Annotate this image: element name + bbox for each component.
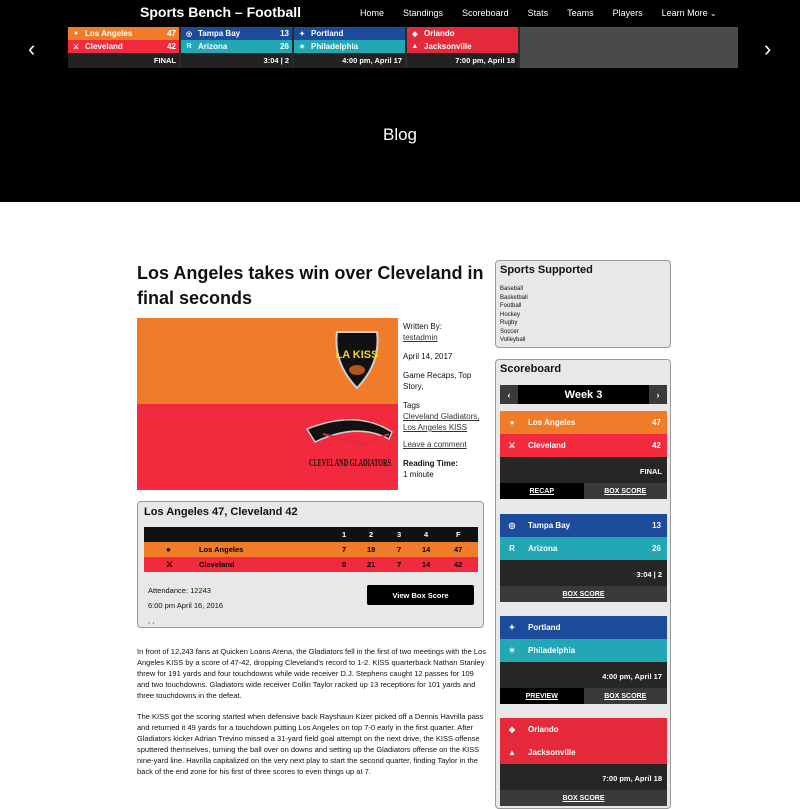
scoreboard-home-team: Arizona	[528, 544, 558, 553]
scoreboard-game	[500, 718, 667, 806]
scoreboard-status: 4:00 pm, April 17	[602, 672, 662, 681]
la-kiss-logo-icon: ●	[73, 30, 79, 37]
week-next-icon[interactable]: ›	[649, 385, 667, 404]
linescore-cell: 0	[342, 560, 347, 569]
linescore-cell: 19	[367, 545, 376, 554]
ticker-away-team: Portland	[311, 29, 344, 38]
scoreboard-home-score: 42	[652, 441, 661, 450]
sport-item[interactable]: Volleyball	[500, 337, 526, 343]
ticker-game[interactable]	[407, 27, 518, 68]
la-kiss-logo-icon: ●	[166, 545, 171, 554]
linescore-cell: 14	[422, 545, 431, 554]
predators-logo-icon: ◆	[412, 30, 418, 38]
ticker-home-team: Philadelphia	[311, 42, 359, 51]
ticker-away-team: Orlando	[424, 29, 455, 38]
ticker-prev-arrow-icon[interactable]: ‹	[28, 36, 36, 61]
linescore-header	[144, 527, 478, 542]
article-body	[137, 646, 487, 787]
ticker-status: 4:00 pm, April 17	[294, 53, 405, 68]
gladiators-logo-icon: ⚔	[166, 560, 174, 569]
scoreboard-status: FINAL	[639, 467, 662, 476]
box-score-button[interactable]: BOX SCORE	[500, 586, 667, 602]
linescore-cell: 7	[397, 545, 402, 554]
sports-supported-widget	[495, 260, 671, 348]
scoreboard-home-team: Philadelphia	[528, 646, 576, 655]
article-paragraph: The KISS got the scoring started when defensive back Rayshaun Kizer picked off a Dennis Havrilla pass and returned it 49 yards for a touchdown putting Los Angeles on top 7-0 early in the first quarter. After Gladiators kicker Adrian Trevino missed a 31-yard field goal attempt on the next drive, the KISS offense sputtered themselves, turning the ball over on downs and setting up the Gladiators offense on the KISS nine-yard line. Havrilla capitalized on the very next play to start the second quarter, finding Taylor in the back of the end zone for his first of three scores to even things up at 7.	[137, 712, 484, 776]
game-extra: , ,	[148, 616, 155, 625]
linescore-row	[144, 542, 478, 557]
la-kiss-logo-icon: ●	[509, 418, 515, 427]
site-header	[0, 0, 800, 202]
ticker-empty-slot	[520, 27, 738, 68]
scoreboard-game	[500, 616, 667, 704]
linescore-header-cell: 1	[342, 530, 347, 539]
nav-stats[interactable]: Stats	[527, 8, 549, 18]
storm-logo-icon: ◎	[508, 521, 516, 530]
ticker-home-score: 42	[167, 42, 176, 51]
la-kiss-logo-icon	[137, 318, 398, 404]
linescore-team: Los Angeles	[199, 545, 244, 554]
article-paragraph: In front of 12,243 fans at Quicken Loans Arena, the Gladiators fell in the first of two meetings with the Los Angeles KISS by a score of 47-42, dropping Cleveland's record to 1-2. KISS quarterback Nathan Stanley threw for 191 yards and four touchdowns while wide receiver D.J. Stephens caught 12 passes for 109 and two touchdowns. Gladiators wide receiver Collin Taylor racked up 13 receptions for 101 yards and three touchdowns in the defeat.	[137, 647, 486, 700]
linescore-cell: 7	[397, 560, 402, 569]
box-score-button[interactable]: BOX SCORE	[584, 688, 668, 704]
ticker-game[interactable]	[68, 27, 179, 68]
scoreboard-away-score: 13	[652, 521, 661, 530]
box-score-title: Los Angeles 47, Cleveland 42	[144, 506, 298, 518]
ticker-status: FINAL	[68, 53, 179, 68]
article-date: April 14, 2017	[403, 352, 453, 361]
ticker-home-team: Cleveland	[85, 42, 123, 51]
ticker-game[interactable]	[294, 27, 405, 68]
written-by-label: Written By:	[403, 322, 442, 331]
nav-home[interactable]: Home	[360, 8, 385, 18]
sport-item[interactable]: Rugby	[500, 320, 518, 326]
sport-item[interactable]: Basketball	[500, 294, 528, 301]
ticker-home-score: 26	[280, 42, 289, 51]
scoreboard-away-team: Los Angeles	[528, 418, 576, 427]
nav-scoreboard[interactable]: Scoreboard	[462, 8, 509, 18]
widget-title: Scoreboard	[500, 363, 562, 375]
sport-item[interactable]: Hockey	[500, 311, 521, 318]
tag-link[interactable]: Los Angeles KISS	[403, 423, 468, 432]
nav-teams[interactable]: Teams	[567, 8, 594, 18]
scoreboard-home-team: Jacksonville	[528, 748, 576, 757]
article-meta	[403, 321, 488, 480]
box-score-button[interactable]: BOX SCORE	[500, 790, 667, 806]
sport-item[interactable]: Soccer	[500, 328, 519, 335]
game-datetime: 6:00 pm April 16, 2016	[148, 601, 224, 610]
tags-label: Tags	[403, 401, 420, 410]
nav-learn-more[interactable]: Learn More ⌄	[662, 8, 717, 18]
ticker-game[interactable]	[181, 27, 292, 68]
view-box-score-button[interactable]: View Box Score	[367, 585, 474, 605]
scoreboard-status: 7:00 pm, April 18	[602, 774, 662, 783]
sport-item[interactable]: Baseball	[500, 286, 524, 292]
predators-logo-icon: ◆	[508, 725, 516, 734]
week-selector	[500, 385, 667, 404]
linescore-header-cell: 3	[397, 530, 402, 539]
gladiators-logo-icon: ⚔	[72, 43, 80, 51]
scoreboard-game	[500, 514, 667, 602]
svg-text:LA KISS: LA KISS	[335, 349, 379, 361]
main-nav	[360, 8, 736, 18]
linescore-team: Cleveland	[199, 560, 235, 569]
page-title: Blog	[382, 125, 418, 144]
nav-players[interactable]: Players	[612, 8, 643, 18]
sport-item[interactable]: Football	[500, 303, 522, 309]
linescore-cell: 7	[342, 545, 347, 554]
game-box-score-widget	[137, 501, 484, 628]
svg-text:CLEVELAND GLADIATORS: CLEVELAND GLADIATORS	[309, 457, 391, 469]
box-score-button[interactable]: BOX SCORE	[584, 483, 668, 499]
linescore-cell: 21	[367, 560, 376, 569]
ticker-home-team: Jacksonville	[424, 42, 472, 51]
ticker-next-arrow-icon[interactable]: ›	[764, 36, 772, 61]
steel-logo-icon: ✦	[508, 623, 516, 632]
preview-button[interactable]: PREVIEW	[500, 688, 584, 704]
score-ticker	[68, 27, 738, 68]
reading-time-label: Reading Time:	[403, 459, 458, 468]
article-title: Los Angeles takes win over Cleveland in final seconds	[137, 263, 484, 308]
recap-button[interactable]: RECAP	[500, 483, 584, 499]
linescore-row	[144, 557, 478, 572]
author-link[interactable]: testadmin	[403, 333, 438, 342]
scoreboard-game	[500, 411, 667, 499]
ticker-status: 7:00 pm, April 18	[407, 53, 518, 68]
scoreboard-status: 3:04 | 2	[636, 570, 662, 579]
linescore-header-cell: 4	[424, 530, 429, 539]
leave-comment-link[interactable]: Leave a comment	[403, 440, 467, 449]
scoreboard-away-score: 47	[652, 418, 661, 427]
linescore-cell: 42	[454, 560, 463, 569]
ticker-away-score: 47	[167, 29, 176, 38]
scoreboard-home-score: 26	[652, 544, 661, 553]
storm-logo-icon: ◎	[185, 30, 193, 38]
ticker-home-team: Arizona	[198, 42, 228, 51]
sharks-logo-icon: ▲	[508, 748, 516, 757]
scoreboard-home-team: Cleveland	[528, 441, 566, 450]
scoreboard-widget	[495, 359, 671, 809]
rattlers-logo-icon: R	[186, 43, 192, 50]
soul-logo-icon: ✶	[508, 646, 516, 655]
site-brand[interactable]: Sports Bench – Football	[140, 4, 302, 20]
soul-logo-icon: ✶	[299, 43, 305, 51]
linescore-header-cell: F	[456, 530, 461, 539]
reading-time: 1 minute	[403, 470, 434, 479]
sharks-logo-icon: ▲	[411, 43, 419, 50]
week-prev-icon[interactable]: ‹	[500, 385, 518, 404]
scoreboard-away-team: Orlando	[528, 725, 559, 734]
linescore-cell: 14	[422, 560, 431, 569]
gladiators-logo-icon	[137, 404, 398, 490]
scoreboard-away-team: Tampa Bay	[528, 521, 571, 530]
ticker-away-score: 13	[280, 29, 289, 38]
ticker-away-team: Tampa Bay	[198, 29, 241, 38]
scoreboard-away-team: Portland	[528, 623, 561, 632]
attendance: Attendance: 12243	[148, 586, 211, 595]
linescore-cell: 47	[454, 545, 463, 554]
ticker-status: 3:04 | 2	[181, 53, 292, 68]
article-categories[interactable]: Game Recaps, Top Story,	[403, 371, 472, 391]
week-label: Week 3	[564, 388, 603, 401]
linescore-header-cell: 2	[369, 530, 374, 539]
ticker-away-team: Los Angeles	[85, 29, 133, 38]
tag-link[interactable]: Cleveland Gladiators,	[403, 412, 480, 421]
article-featured-image	[137, 318, 398, 490]
rattlers-logo-icon: R	[509, 544, 515, 553]
steel-logo-icon: ✦	[299, 30, 305, 38]
nav-standings[interactable]: Standings	[403, 8, 444, 18]
widget-title: Sports Supported	[500, 264, 593, 276]
gladiators-logo-icon: ⚔	[508, 441, 516, 450]
